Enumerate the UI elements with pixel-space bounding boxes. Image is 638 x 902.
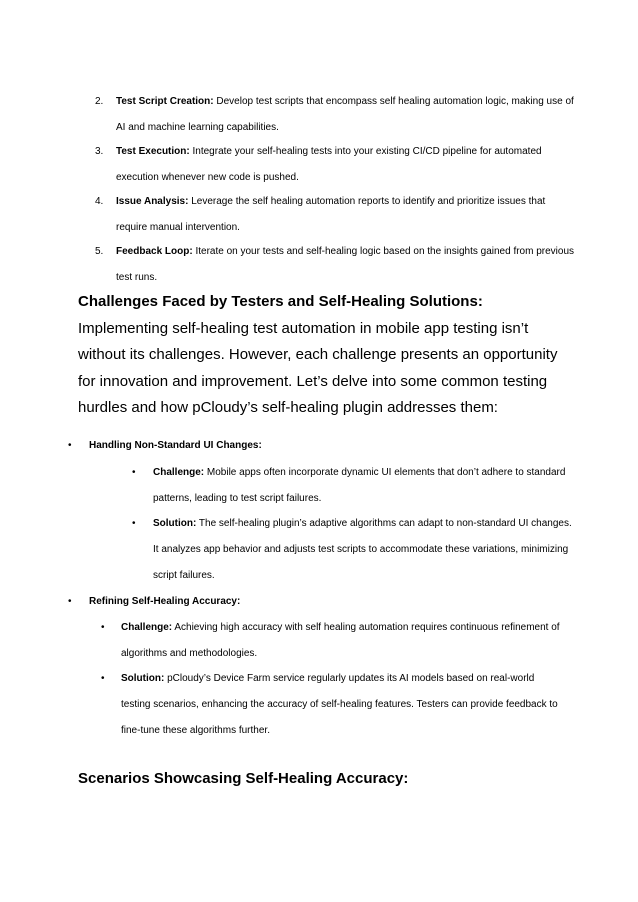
- subbullet-lead: Challenge:: [121, 622, 173, 633]
- bullet-icon: •: [132, 518, 136, 529]
- list-item-lead: Test Script Creation:: [116, 96, 214, 107]
- section-paragraph: [78, 289, 558, 422]
- list-item-issue-analysis: [95, 189, 575, 241]
- section-heading: Challenges Faced by Testers and Self-Healing Solutions:: [78, 293, 483, 310]
- bullet-title: Refining Self-Healing Accuracy:: [89, 596, 241, 607]
- bullet-icon: •: [68, 596, 72, 607]
- subbullet-body: Mobile apps often incorporate dynamic UI elements that don’t adhere to standard patterns, leading to test script failures.: [153, 467, 566, 504]
- list-item-body: Iterate on your tests and self-healing logic based on the insights gained from previous test runs.: [116, 246, 575, 283]
- list-item-test-script-creation: [95, 89, 575, 141]
- bullet-icon: •: [101, 622, 105, 633]
- list-item-body: Leverage the self healing automation reports to identify and prioritize issues that require manual intervention.: [116, 196, 546, 233]
- bullet-icon: •: [68, 440, 72, 451]
- subbullet-solution: [101, 666, 561, 744]
- bullet-refining-accuracy: [68, 589, 568, 615]
- list-item-text: [116, 89, 575, 141]
- list-number: 4.: [95, 196, 104, 207]
- list-item-text: [116, 189, 575, 241]
- subbullet-solution: [132, 511, 572, 589]
- bullet-icon: •: [132, 467, 136, 478]
- list-item-text: [116, 139, 575, 191]
- subbullet-lead: Solution:: [121, 673, 165, 684]
- subbullet-body: The self-healing plugin’s adaptive algorithms can adapt to non-standard UI changes. It analyzes app behavior and adjusts test scripts to accommodate these variations, minimizing script failures.: [153, 518, 572, 581]
- list-item-lead: Test Execution:: [116, 146, 190, 157]
- bullet-title: Handling Non-Standard UI Changes:: [89, 440, 262, 451]
- list-number: 2.: [95, 96, 104, 107]
- list-item-body: Integrate your self-healing tests into your existing CI/CD pipeline for automated execution whenever new code is pushed.: [116, 146, 542, 183]
- subbullet-body: Achieving high accuracy with self healing automation requires continuous refinement of algorithms and methodologies.: [121, 622, 560, 659]
- list-item-text: [116, 239, 575, 291]
- bullet-icon: •: [101, 673, 105, 684]
- subbullet-lead: Challenge:: [153, 467, 205, 478]
- list-number: 5.: [95, 246, 104, 257]
- list-item-lead: Issue Analysis:: [116, 196, 189, 207]
- section-body: Implementing self-healing test automation in mobile app testing isn’t without its challenges. However, each challenge presents an opportunity for innovation and improvement. Let’s delve into some common testing hurdles and how pCloudy’s self-healing plugin addresses them:: [78, 319, 558, 416]
- list-item-body: Develop test scripts that encompass self healing automation logic, making use of AI and machine learning capabilities.: [116, 96, 574, 133]
- list-item-test-execution: [95, 139, 575, 191]
- subbullet-text: [153, 460, 572, 512]
- subbullet-body: pCloudy’s Device Farm service regularly updates its AI models based on real-world testing scenarios, enhancing the accuracy of self-healing features. Testers can provide feedback to fine-tune these algorithms further.: [121, 673, 558, 736]
- subbullet-challenge: [101, 615, 561, 667]
- bullet-handling-ui-changes: [68, 433, 568, 459]
- subbullet-text: [121, 666, 561, 744]
- subbullet-lead: Solution:: [153, 518, 197, 529]
- list-number: 3.: [95, 146, 104, 157]
- scenarios-heading: Scenarios Showcasing Self-Healing Accuracy:: [78, 770, 409, 787]
- subbullet-challenge: [132, 460, 572, 512]
- subbullet-text: [121, 615, 561, 667]
- list-item-feedback-loop: [95, 239, 575, 291]
- subbullet-text: [153, 511, 572, 589]
- list-item-lead: Feedback Loop:: [116, 246, 193, 257]
